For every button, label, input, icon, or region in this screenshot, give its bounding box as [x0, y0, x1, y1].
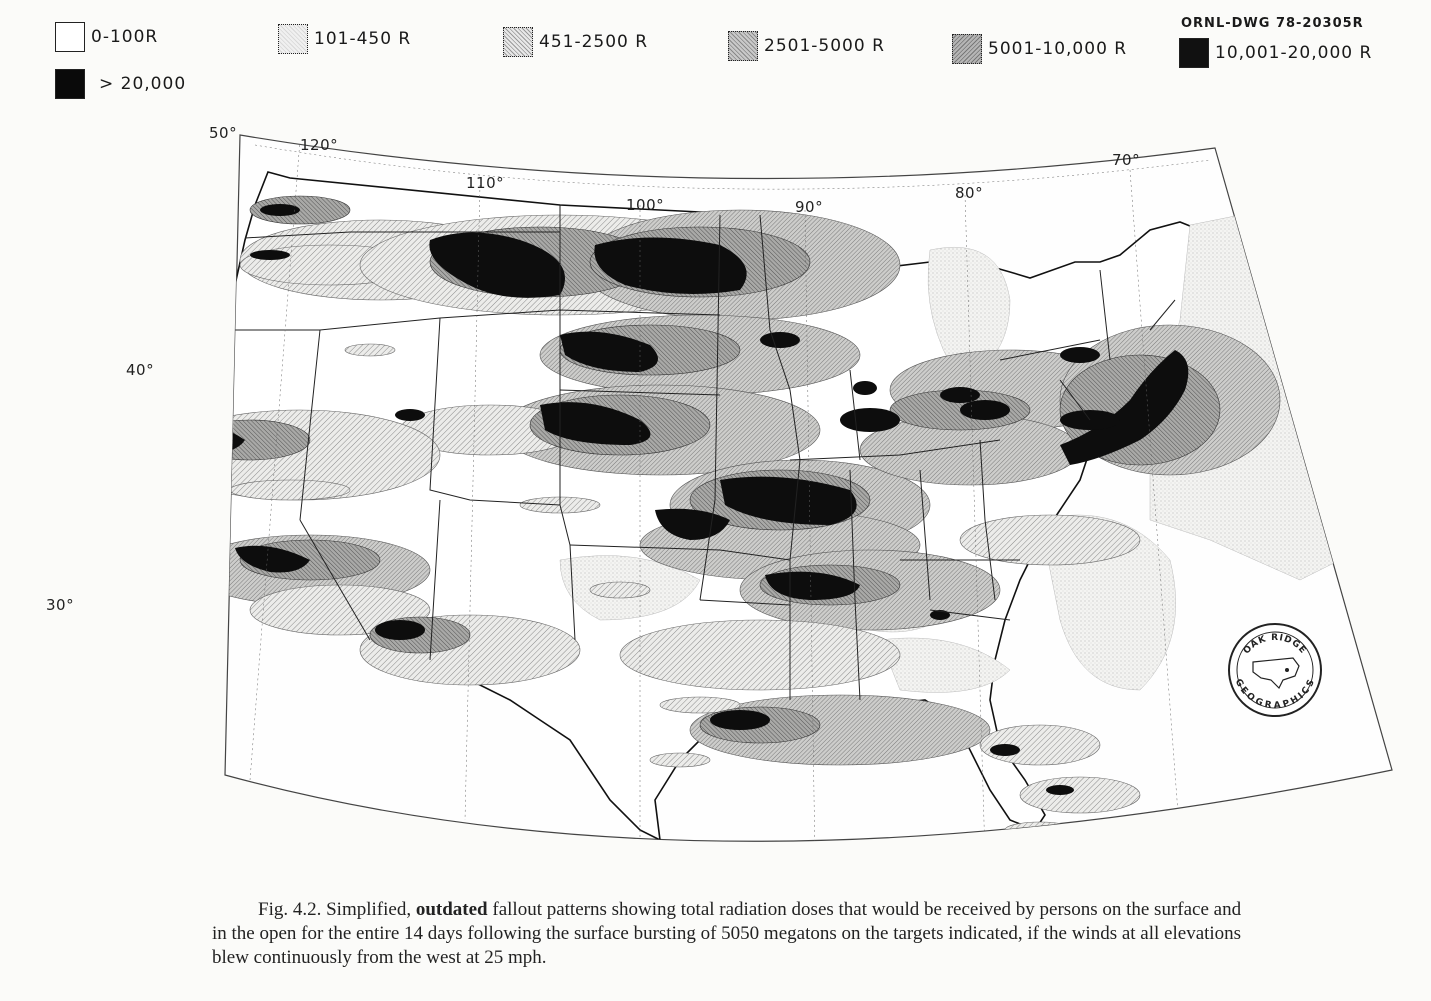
legend-label: 451-2500 R — [539, 32, 649, 52]
seal-top-text: OAK RIDGE — [1241, 632, 1309, 657]
oak-ridge-seal — [1229, 624, 1321, 716]
lon-label-80: 80° — [955, 184, 984, 202]
lat-label-30: 30° — [46, 596, 75, 614]
legend-label: 2501-5000 R — [764, 36, 885, 56]
seal-bottom-text: GEOGRAPHICS — [1232, 677, 1318, 712]
legend-label: 101-450 R — [314, 29, 412, 49]
lon-label-70: 70° — [1112, 151, 1141, 169]
caption-rest: fallout patterns showing total radiation doses that would be received by persons on the surface and in the open for the entire 14 days following the surface bursting of 5050 megatons on the targets indicated, if the winds at all elevations blew continuously from the west at 25 mph. — [212, 899, 1242, 968]
lon-label-90: 90° — [795, 198, 824, 216]
caption-prefix: Fig. 4.2. Simplified, — [258, 899, 416, 920]
legend-label: 5001-10,000 R — [988, 39, 1128, 59]
caption-emphasis: outdated — [415, 899, 488, 920]
lon-label-110: 110° — [466, 174, 505, 192]
lon-label-100: 100° — [626, 196, 665, 214]
lat-label-40: 40° — [126, 361, 155, 379]
lat-label-50: 50° — [209, 124, 238, 142]
figure-caption — [212, 898, 1242, 970]
legend-label: 10,001-20,000 R — [1215, 43, 1373, 63]
legend-label: 0-100R — [91, 27, 159, 47]
legend-label: > 20,000 — [99, 74, 187, 94]
lon-label-120: 120° — [300, 136, 339, 154]
drawing-number: ORNL-DWG 78-20305R — [1181, 16, 1364, 31]
